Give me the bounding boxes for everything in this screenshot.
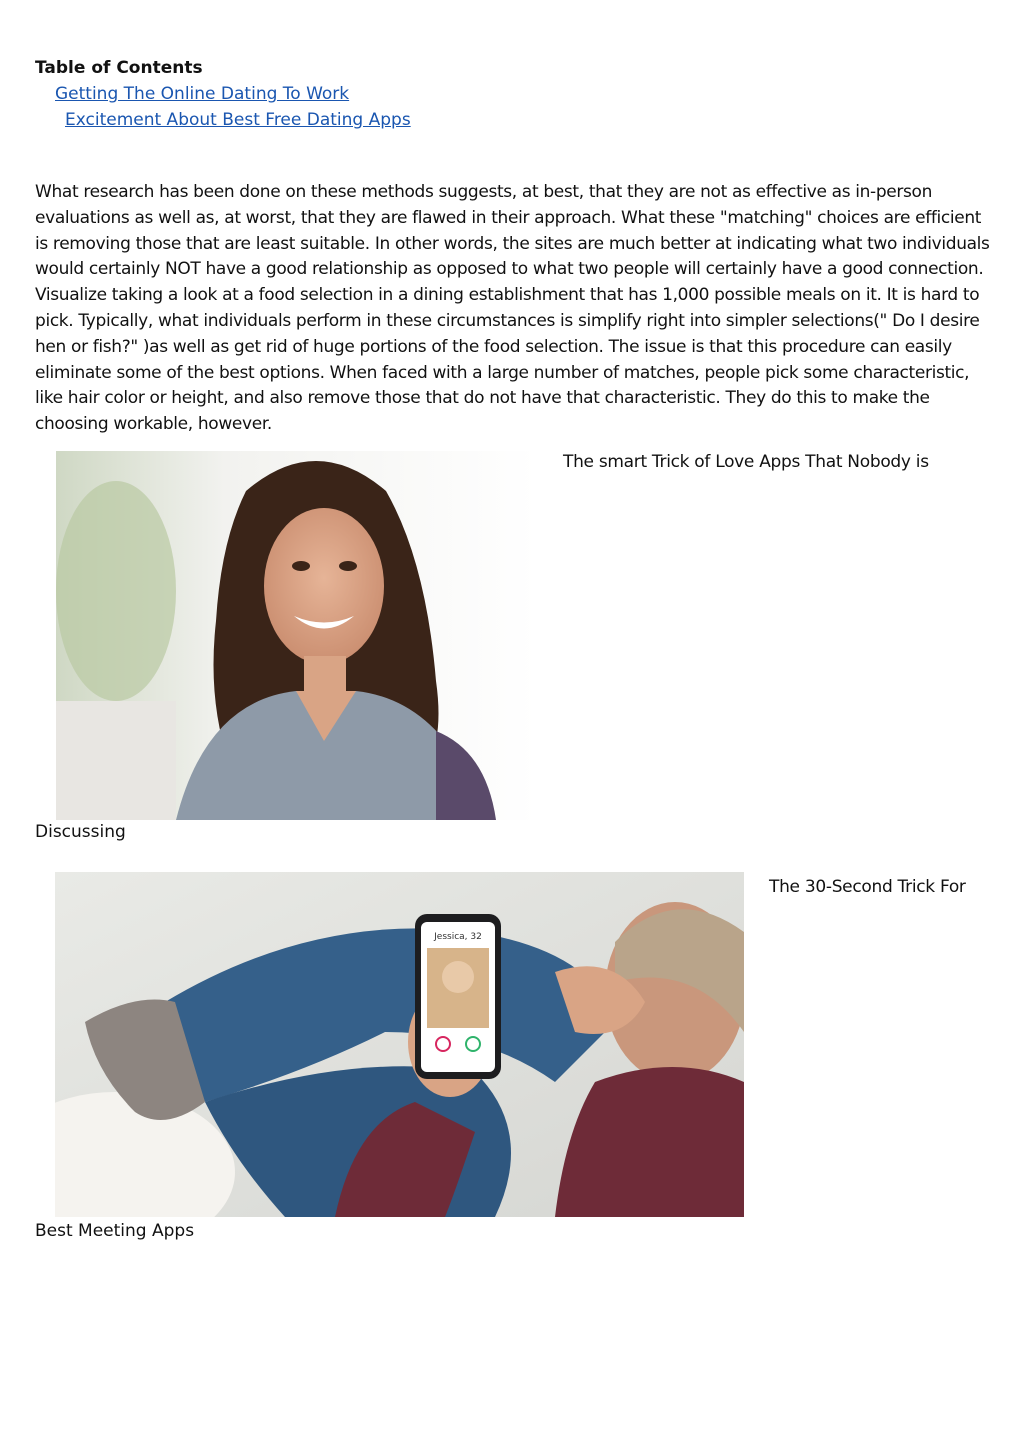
section2-side-text: The 30-Second Trick For [769, 877, 966, 897]
section1-caption: Discussing [35, 822, 126, 842]
body-paragraph: What research has been done on these methods suggests, at best, that they are not as effective as in-person evaluations as well as, at worst, that they are flawed in their approach. What these "matching" choices are efficient is removing those that are least suitable. In other words, the sites are much better at indicating what two individuals would certainly NOT have a good relationship as opposed to what two people will certainly have a good connection. Visualize taking a look at a food selection in a dining establishment that has 1,000 possible meals on it. It is hard to pick. Typically, what individuals perform in these circumstances is simplify right into simpler selections(" Do I desire hen or fish?" )as well as get rid of huge portions of the food selection. The issue is that this procedure can easily eliminate some of the best options. When faced with a large number of matches, people pick some characteristic, like hair color or height, and also remove those that do not have that characteristic. They do this to make the choosing workable, however. [35, 182, 990, 435]
toc-link-free-dating-apps[interactable]: Excitement About Best Free Dating Apps [65, 110, 411, 130]
section1-side-text: The smart Trick of Love Apps That Nobody is [563, 452, 929, 472]
toc-link-online-dating[interactable]: Getting The Online Dating To Work [55, 84, 350, 104]
section2-caption: Best Meeting Apps [35, 1221, 195, 1241]
toc-title: Table of Contents [35, 58, 203, 78]
man-with-phone-photo [55, 872, 744, 1217]
woman-photo [56, 451, 537, 820]
phone-profile-name: Jessica, 32 [434, 932, 482, 942]
